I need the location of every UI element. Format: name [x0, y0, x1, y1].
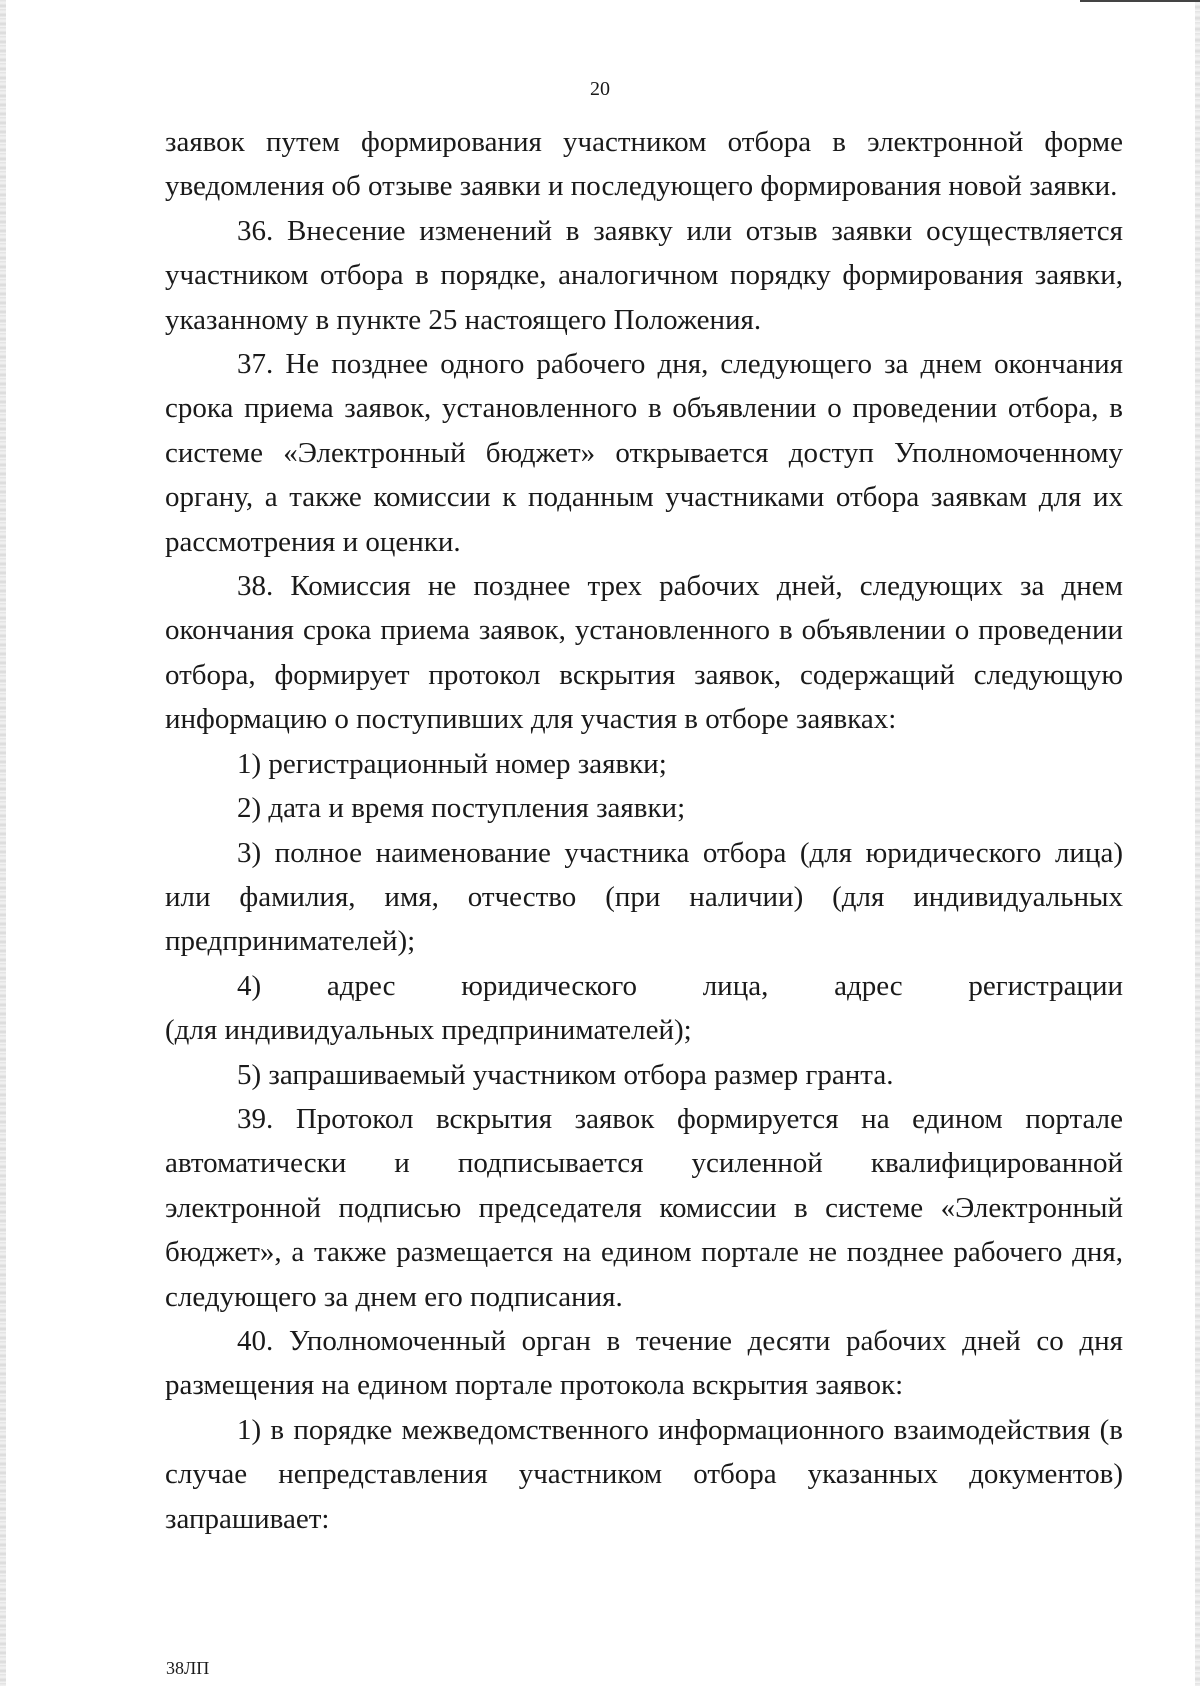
list-item-2: 2) дата и время поступления заявки; [237, 792, 686, 825]
paragraph-38: 38. Комиссия не позднее трех рабочих дней, следующих за днем окончания срока приема заявок, установленного в объявлении о проведении отбора, формирует протокол вскрытия заявок, содержащий следующую информацию о поступивших для участия в отборе заявках: [165, 570, 1123, 736]
top-rule [1080, 0, 1200, 2]
scan-edge-left [0, 0, 6, 1686]
document-code: 38ЛП [166, 1658, 210, 1678]
paragraph-40-item-1: 1) в порядке межведомственного информационного взаимодействия (в случае непредставления участником отбора указанных документов) запрашивает: [165, 1413, 1123, 1535]
paragraph-36: 36. Внесение изменений в заявку или отзыв заявки осуществляется участником отбора в порядке, аналогичном порядку формирования заявки, указанному в пункте 25 настоящего Положения. [165, 214, 1123, 336]
paragraph-continuation: заявок путем формирования участником отбора в электронной форме уведомления об отзыве заявки и последующего формирования новой заявки. [165, 126, 1123, 203]
page-number: 20 [590, 78, 610, 100]
paragraph-39: 39. Протокол вскрытия заявок формируется на едином портале автоматически и подписывается усиленной квалифицированной электронной подписью председателя комиссии в системе «Электронный бюджет», а также размещается на едином портале не позднее рабочего дня, следующего за днем его подписания. [165, 1102, 1123, 1313]
document-body [165, 120, 1123, 1541]
list-item-4: 4) адрес юридического лица, адрес регистрации [237, 969, 1123, 1002]
scan-edge-right [1195, 0, 1200, 1686]
list-item-1: 1) регистрационный номер заявки; [237, 747, 667, 780]
list-item-4-continuation: (для индивидуальных предпринимателей); [165, 1014, 692, 1047]
paragraph-37: 37. Не позднее одного рабочего дня, следующего за днем окончания срока приема заявок, установленного в объявлении о проведении отбора, в системе «Электронный бюджет» открывается доступ Уполномоченному органу, а также комиссии к поданным участниками отбора заявкам для их рассмотрения и оценки. [165, 348, 1123, 558]
list-item-3: 3) полное наименование участника отбора (для юридического лица) или фамилия, имя, отчество (при наличии) (для индивидуальных предпринимателей); [165, 836, 1123, 958]
list-item-5: 5) запрашиваемый участником отбора размер гранта. [237, 1058, 894, 1091]
paragraph-40: 40. Уполномоченный орган в течение десяти рабочих дней со дня размещения на едином портале протокола вскрытия заявок: [165, 1324, 1123, 1402]
